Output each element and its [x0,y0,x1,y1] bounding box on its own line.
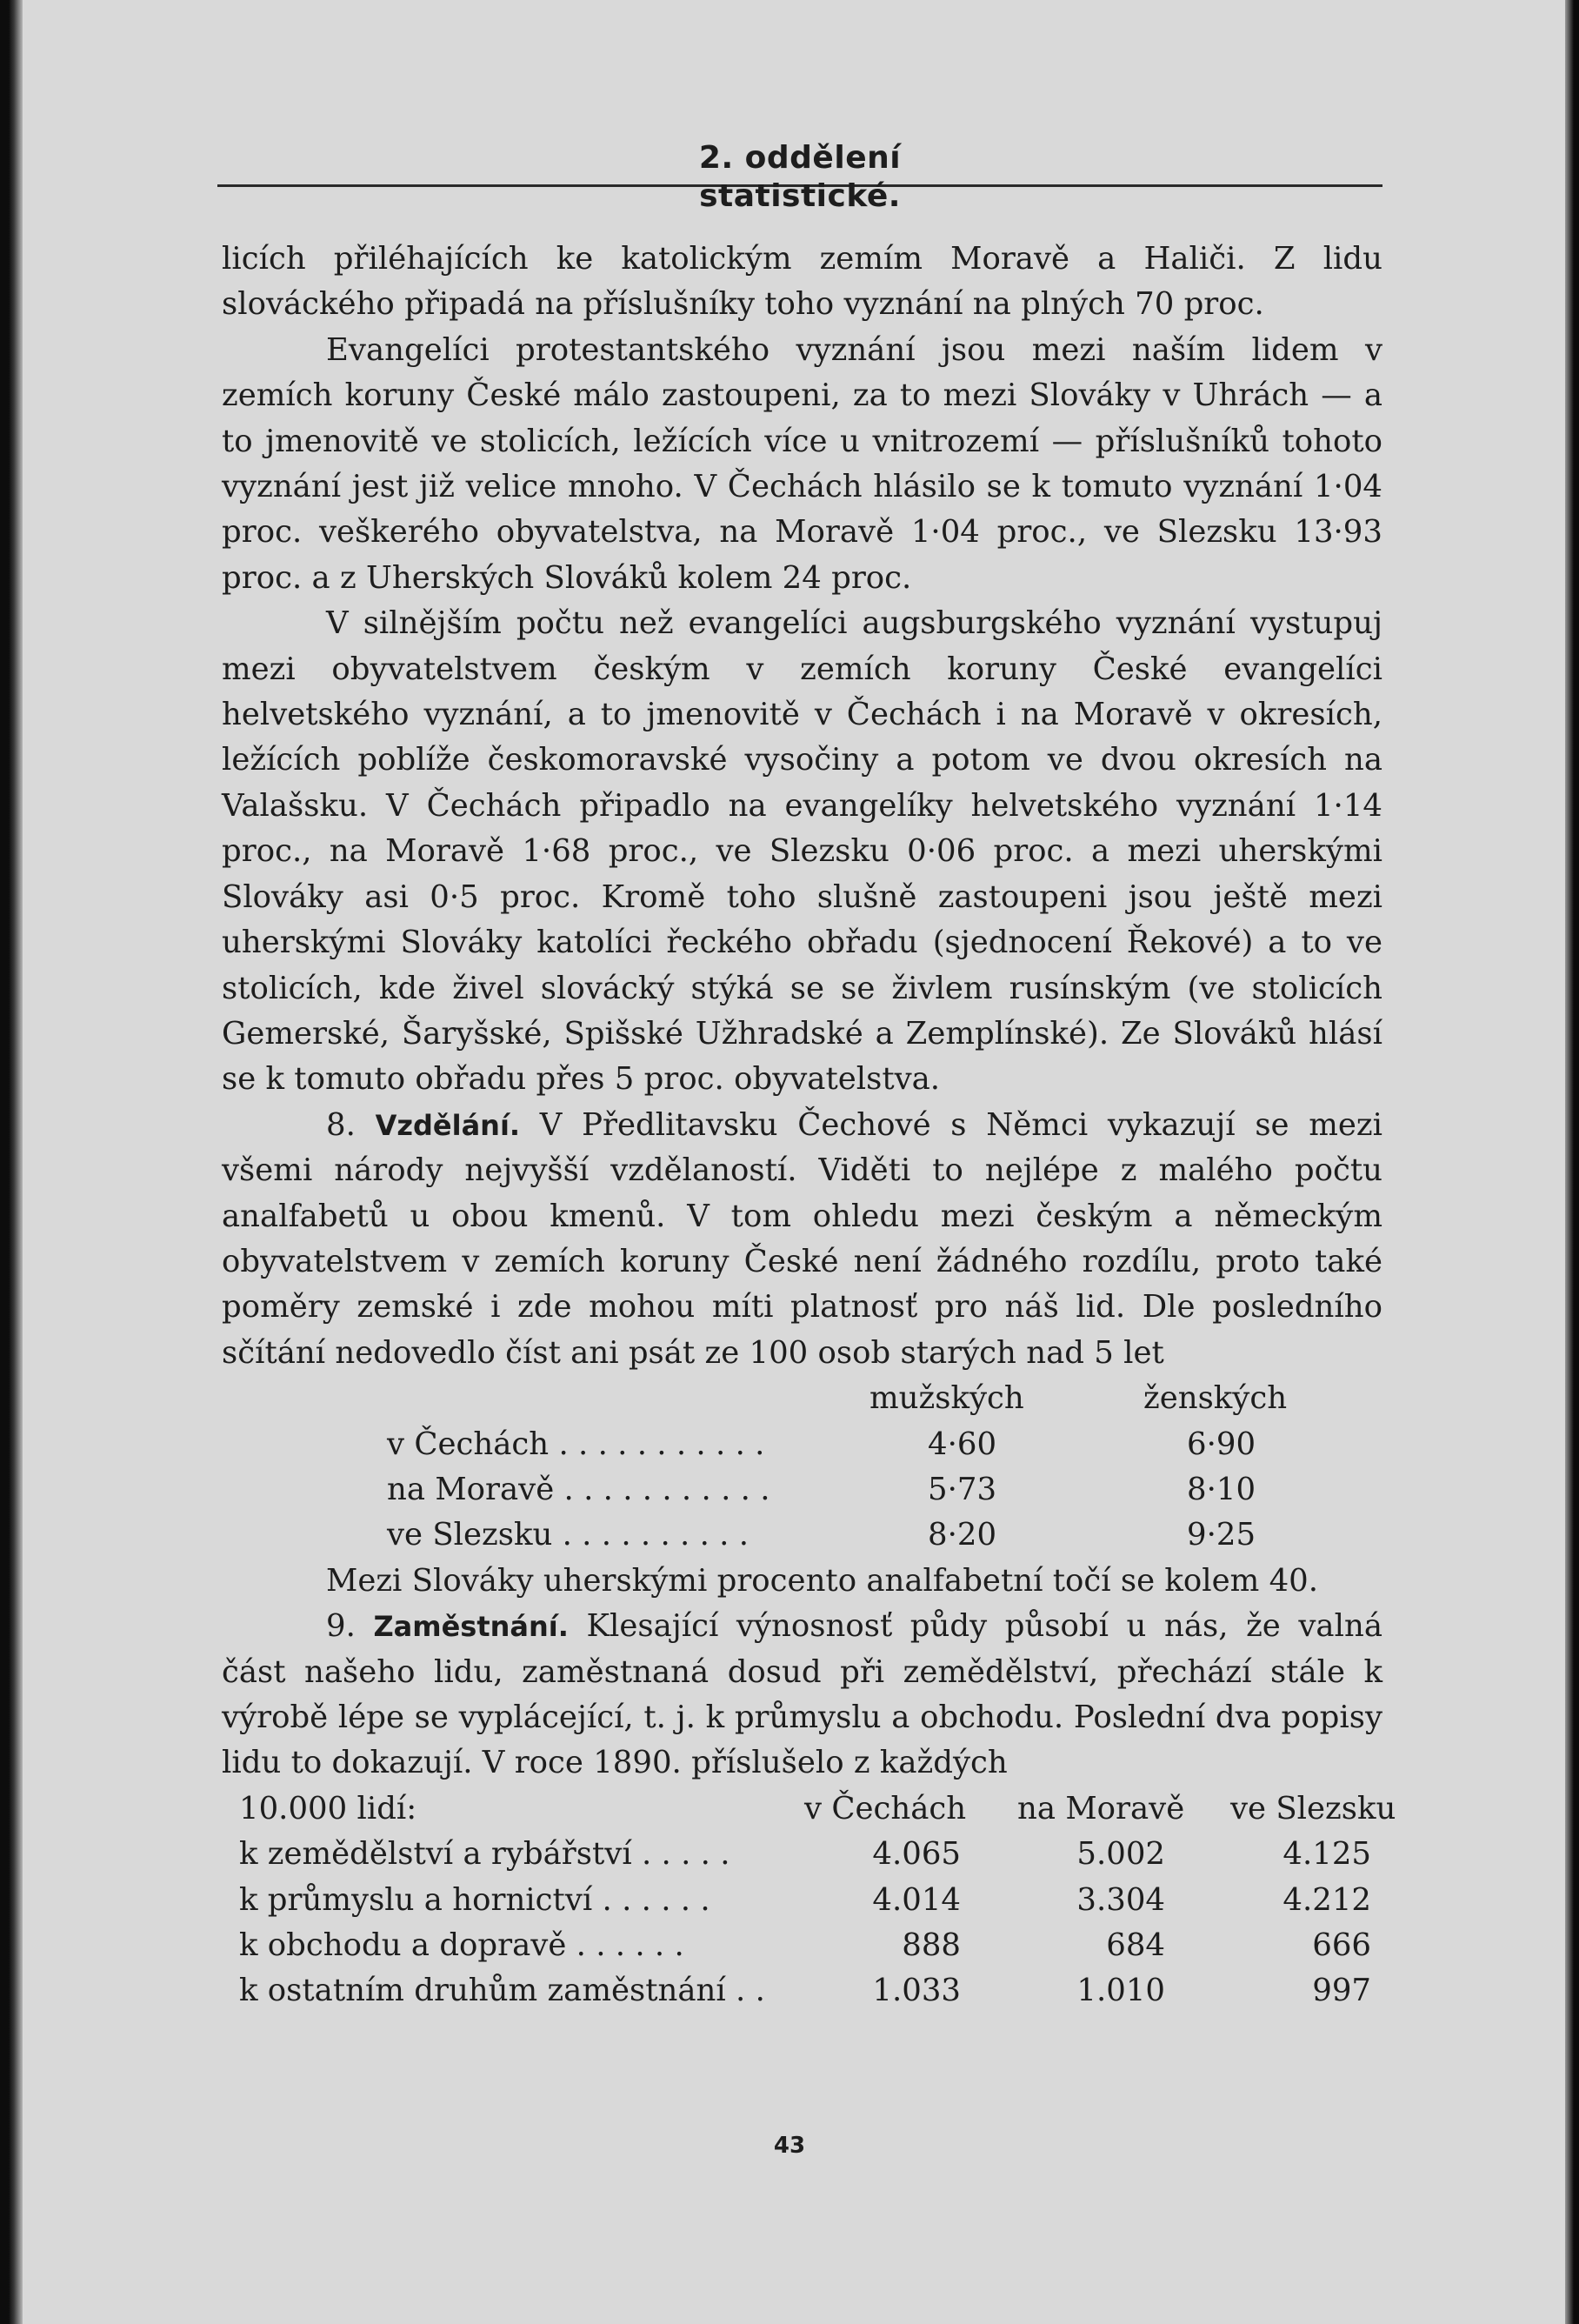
page-number: 43 [773,2133,806,2159]
column-header-female: ženských [1143,1380,1288,1417]
section-number: 9. [326,1608,356,1645]
row-label: na Moravě . . . . . . . . . . . [387,1471,770,1507]
cell-female: 6·90 [1187,1426,1256,1462]
row-label: v Čechách . . . . . . . . . . . [387,1426,765,1462]
cell-moravia: 3.304 [1076,1881,1165,1918]
running-header [217,139,1382,214]
cell-male: 5·73 [928,1471,997,1507]
table-row [222,1968,1382,2013]
page-right-edge [1565,0,1579,2324]
paragraph-3: V silnějším počtu než evangelíci augsburgského vyznání vystupuj mezi obyvatelstvem českým v zemích koruny České evangelíci helvetského vyznání, a to jmenovitě v Čechách i na Moravě v okresích, ležících poblíže českomoravské vysočiny a potom ve dvou okresích na Valašsku. V Čechách připadlo na evangelíky helvetského vyznání 1·14 proc., na Moravě 1·68 proc., ve Slezsku 0·06 proc. a mezi uherskými Slováky asi 0·5 proc. Kromě toho slušně zastoupeni jsou ještě mezi uherskými Slováky katolíci řeckého obřadu (sjednocení Řekové) a to ve stolicích, kde živel slovácký stýká se se živlem rusínským (ve stolicích Gemerské, Šaryšské, Spišské Užhradské a Zemplínské). Ze Slováků hlásí se k tomuto obřadu přes 5 proc. obyvatelstva. [222,605,1382,1098]
row-label: k průmyslu a hornictví . . . . . . [239,1881,710,1918]
cell-bohemia: 888 [902,1927,961,1963]
cell-male: 4·60 [928,1426,997,1462]
cell-silesia: 4.212 [1283,1881,1371,1918]
employment-table [222,1786,1396,2014]
literacy-table [222,1376,1382,1559]
row-label: k zemědělství a rybářství . . . . . [239,1836,730,1873]
table-header-row [222,1376,1382,1421]
column-header-bohemia: v Čechách [804,1790,967,1826]
table-row [222,1878,1382,1923]
column-header-male: mužských [869,1380,1024,1417]
cell-male: 8·20 [928,1517,997,1553]
cell-female: 8·10 [1187,1471,1256,1507]
section-heading: Zaměstnání. [373,1610,569,1644]
cell-silesia: 666 [1312,1927,1371,1963]
section-number: 8. [326,1106,356,1143]
row-label: ve Slezsku . . . . . . . . . . [387,1517,750,1553]
paragraph-6 [222,1604,1382,1786]
paragraph-1: licích přiléhajících ke katolickým zemím Moravě a Haliči. Z lidu slováckého připadá na příslušníky toho vyznání na plných 70 proc. [222,241,1382,323]
table-row [222,1422,1382,1467]
cell-bohemia: 4.065 [872,1836,961,1873]
cell-moravia: 684 [1106,1927,1165,1963]
row-label: k ostatním druhům zaměstnání . . [239,1973,765,2009]
paragraph-2: Evangelíci protestantského vyznání jsou mezi naším lidem v zemích koruny České málo zastoupeni, za to mezi Slováky v Uhrách — a to jmenovitě ve stolicích, ležících více u vnitrozemí — příslušníků tohoto vyznání jest již velice mnoho. V Čechách hlásilo se k tomuto vyznání 1·04 proc. veškerého obyvatelstva, na Moravě 1·04 proc., ve Slezsku 13·93 proc. a z Uherských Slováků kolem 24 proc. [222,331,1382,596]
paragraph-6-text: Klesající výnosnosť půdy působí u nás, že valná část našeho lidu, zaměstnaná dosud při zemědělství, přechází stále k výrobě lépe se vyplácející, t. j. k průmyslu a obchodu. Poslední dva popisy lidu to dokazují. V roce 1890. příslušelo z každých [222,1608,1382,1781]
cell-silesia: 997 [1312,1973,1371,2009]
cell-bohemia: 4.014 [872,1881,961,1918]
page-left-edge [0,0,23,2324]
body-text [222,237,1396,2014]
table-row [222,1923,1382,1968]
table-header-row [222,1786,1396,1832]
table-row [222,1832,1382,1877]
cell-female: 9·25 [1187,1517,1256,1553]
column-header-moravia: na Moravě [1017,1790,1185,1826]
section-heading: Vzdělání. [375,1108,521,1142]
column-header-silesia: ve Slezsku [1230,1790,1396,1826]
header-title: 2. oddělení statistické. [698,140,902,214]
paragraph-4 [222,1103,1382,1376]
cell-moravia: 5.002 [1076,1836,1165,1873]
row-label: k obchodu a dopravě . . . . . . [239,1927,684,1963]
table-row [222,1513,1382,1558]
cell-bohemia: 1.033 [872,1973,961,2009]
cell-silesia: 4.125 [1283,1836,1371,1873]
table-lead: 10.000 lidí: [239,1790,417,1826]
paragraph-5: Mezi Slováky uherskými procento analfabetní točí se kolem 40. [326,1562,1319,1599]
paragraph-4-text: V Předlitavsku Čechové s Němci vykazují se mezi všemi národy nejvyšší vzdělaností. Viděti to nejlépe z malého počtu analfabetů u obou kmenů. V tom ohledu mezi českým a německým obyvatelstvem v zemích koruny České není žádného rozdílu, proto také poměry zemské i zde mohou míti platnosť pro náš lid. Dle posledního sčítání nedovedlo číst ani psát ze 100 osob starých nad 5 let [222,1106,1382,1371]
cell-moravia: 1.010 [1076,1973,1165,2009]
table-row [222,1467,1382,1513]
